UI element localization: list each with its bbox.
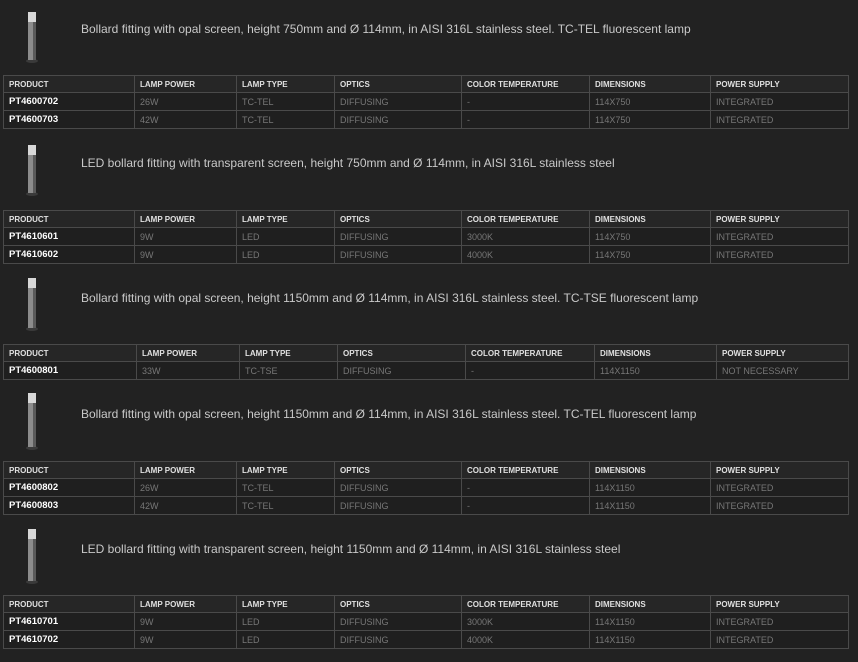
- table-cell: INTEGRATED: [711, 613, 849, 631]
- table-cell: 42W: [135, 111, 237, 129]
- table-cell: 114X1150: [590, 479, 711, 497]
- spec-table: [3, 461, 849, 515]
- product-code[interactable]: PT4610701: [4, 613, 135, 631]
- table-cell: 114X750: [590, 111, 711, 129]
- table-cell: 9W: [135, 613, 237, 631]
- table-row: [4, 362, 849, 380]
- table-header-row: [4, 76, 849, 93]
- product-code[interactable]: PT4600801: [4, 362, 137, 380]
- table-cell: TC-TSE: [240, 362, 338, 380]
- table-cell: INTEGRATED: [711, 93, 849, 111]
- table-cell: INTEGRATED: [711, 111, 849, 129]
- column-header: POWER SUPPLY: [711, 596, 849, 613]
- column-header: COLOR TEMPERATURE: [462, 596, 590, 613]
- bollard-product-image[interactable]: [20, 527, 44, 585]
- column-header: LAMP TYPE: [237, 462, 335, 479]
- table-header-row: [4, 596, 849, 613]
- table-row: [4, 93, 849, 111]
- column-header: DIMENSIONS: [590, 462, 711, 479]
- table-cell: LED: [237, 246, 335, 264]
- product-code[interactable]: PT4610601: [4, 228, 135, 246]
- table-cell: 114X750: [590, 228, 711, 246]
- table-cell: LED: [237, 631, 335, 649]
- column-header: DIMENSIONS: [590, 211, 711, 228]
- column-header: PRODUCT: [4, 596, 135, 613]
- table-cell: DIFFUSING: [335, 228, 462, 246]
- product-code[interactable]: PT4600703: [4, 111, 135, 129]
- table-cell: 9W: [135, 228, 237, 246]
- table-cell: LED: [237, 613, 335, 631]
- table-cell: 26W: [135, 93, 237, 111]
- table-cell: 3000K: [462, 613, 590, 631]
- table-cell: 114X1150: [590, 497, 711, 515]
- spec-table: [3, 344, 849, 380]
- table-cell: 114X750: [590, 93, 711, 111]
- table-cell: -: [462, 479, 590, 497]
- table-cell: INTEGRATED: [711, 228, 849, 246]
- column-header: POWER SUPPLY: [717, 345, 849, 362]
- column-header: COLOR TEMPERATURE: [462, 462, 590, 479]
- column-header: COLOR TEMPERATURE: [466, 345, 595, 362]
- column-header: LAMP TYPE: [240, 345, 338, 362]
- column-header: POWER SUPPLY: [711, 76, 849, 93]
- table-cell: 114X1150: [590, 613, 711, 631]
- table-cell: DIFFUSING: [335, 631, 462, 649]
- column-header: COLOR TEMPERATURE: [462, 76, 590, 93]
- column-header: POWER SUPPLY: [711, 462, 849, 479]
- column-header: OPTICS: [335, 462, 462, 479]
- column-header: LAMP POWER: [135, 462, 237, 479]
- table-cell: 9W: [135, 246, 237, 264]
- column-header: OPTICS: [335, 596, 462, 613]
- table-cell: NOT NECESSARY: [717, 362, 849, 380]
- column-header: PRODUCT: [4, 462, 135, 479]
- table-header-row: [4, 211, 849, 228]
- bollard-product-image[interactable]: [20, 276, 44, 332]
- column-header: PRODUCT: [4, 76, 135, 93]
- column-header: DIMENSIONS: [590, 76, 711, 93]
- column-header: PRODUCT: [4, 211, 135, 228]
- table-cell: DIFFUSING: [335, 613, 462, 631]
- table-row: [4, 246, 849, 264]
- product-description: LED bollard fitting with transparent screen, height 750mm and Ø 114mm, in AISI 316L stainless steel: [81, 156, 615, 170]
- product-code[interactable]: PT4610602: [4, 246, 135, 264]
- bollard-product-image[interactable]: [20, 10, 44, 64]
- spec-table: [3, 595, 849, 649]
- column-header: LAMP POWER: [135, 76, 237, 93]
- table-cell: TC-TEL: [237, 479, 335, 497]
- table-header-row: [4, 345, 849, 362]
- table-cell: DIFFUSING: [335, 93, 462, 111]
- column-header: LAMP TYPE: [237, 596, 335, 613]
- table-row: [4, 228, 849, 246]
- table-cell: 33W: [137, 362, 240, 380]
- table-cell: DIFFUSING: [335, 497, 462, 515]
- product-code[interactable]: PT4600802: [4, 479, 135, 497]
- table-cell: 26W: [135, 479, 237, 497]
- table-cell: TC-TEL: [237, 93, 335, 111]
- column-header: LAMP POWER: [135, 211, 237, 228]
- table-cell: DIFFUSING: [338, 362, 466, 380]
- column-header: PRODUCT: [4, 345, 137, 362]
- table-cell: -: [462, 497, 590, 515]
- column-header: DIMENSIONS: [595, 345, 717, 362]
- product-code[interactable]: PT4600702: [4, 93, 135, 111]
- table-cell: -: [462, 93, 590, 111]
- table-cell: INTEGRATED: [711, 246, 849, 264]
- table-cell: 114X1150: [590, 631, 711, 649]
- table-row: [4, 631, 849, 649]
- product-description: Bollard fitting with opal screen, height 750mm and Ø 114mm, in AISI 316L stainless steel. TC-TEL fluorescent lamp: [81, 22, 691, 36]
- column-header: POWER SUPPLY: [711, 211, 849, 228]
- column-header: COLOR TEMPERATURE: [462, 211, 590, 228]
- bollard-product-image[interactable]: [20, 391, 44, 451]
- product-code[interactable]: PT4600803: [4, 497, 135, 515]
- table-cell: TC-TEL: [237, 111, 335, 129]
- product-code[interactable]: PT4610702: [4, 631, 135, 649]
- spec-table: [3, 75, 849, 129]
- spec-table: [3, 210, 849, 264]
- table-cell: INTEGRATED: [711, 479, 849, 497]
- table-cell: 4000K: [462, 631, 590, 649]
- table-cell: 4000K: [462, 246, 590, 264]
- column-header: LAMP POWER: [137, 345, 240, 362]
- table-cell: 9W: [135, 631, 237, 649]
- table-cell: 114X1150: [595, 362, 717, 380]
- table-cell: DIFFUSING: [335, 479, 462, 497]
- table-cell: LED: [237, 228, 335, 246]
- column-header: DIMENSIONS: [590, 596, 711, 613]
- table-cell: -: [466, 362, 595, 380]
- product-description: Bollard fitting with opal screen, height 1150mm and Ø 114mm, in AISI 316L stainless steel. TC-TEL fluorescent lamp: [81, 407, 697, 421]
- table-cell: 3000K: [462, 228, 590, 246]
- table-cell: DIFFUSING: [335, 111, 462, 129]
- table-cell: INTEGRATED: [711, 497, 849, 515]
- table-cell: 42W: [135, 497, 237, 515]
- product-description: Bollard fitting with opal screen, height 1150mm and Ø 114mm, in AISI 316L stainless steel. TC-TSE fluorescent lamp: [81, 291, 699, 305]
- product-description: LED bollard fitting with transparent screen, height 1150mm and Ø 114mm, in AISI 316L stainless steel: [81, 542, 621, 556]
- table-cell: TC-TEL: [237, 497, 335, 515]
- table-cell: DIFFUSING: [335, 246, 462, 264]
- table-row: [4, 479, 849, 497]
- column-header: LAMP POWER: [135, 596, 237, 613]
- table-cell: -: [462, 111, 590, 129]
- table-row: [4, 497, 849, 515]
- bollard-product-image[interactable]: [20, 143, 44, 197]
- column-header: OPTICS: [338, 345, 466, 362]
- column-header: OPTICS: [335, 76, 462, 93]
- column-header: LAMP TYPE: [237, 211, 335, 228]
- table-header-row: [4, 462, 849, 479]
- table-row: [4, 613, 849, 631]
- table-row: [4, 111, 849, 129]
- table-cell: 114X750: [590, 246, 711, 264]
- column-header: OPTICS: [335, 211, 462, 228]
- column-header: LAMP TYPE: [237, 76, 335, 93]
- table-cell: INTEGRATED: [711, 631, 849, 649]
